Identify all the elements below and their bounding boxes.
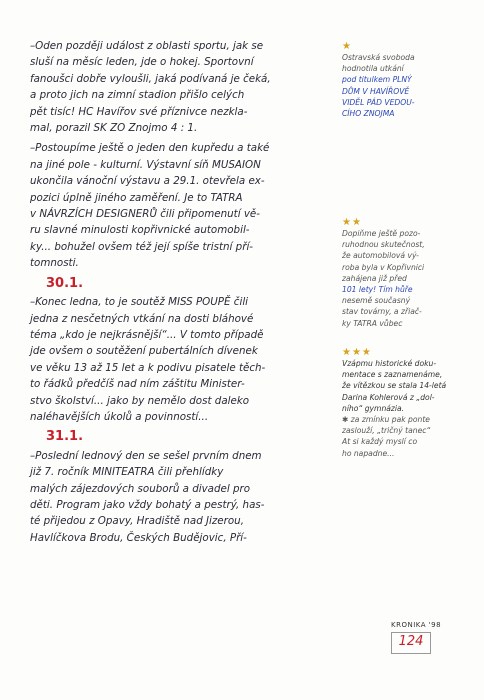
- note-line: zaslouží, „tričný tanec“: [342, 426, 431, 436]
- text-line: jde ovšem o soutěžení pubertálních dívenek: [30, 345, 258, 358]
- paragraph-musaion: [30, 140, 335, 271]
- text-line: –Oden později událost z oblasti sportu, jak se: [30, 40, 264, 52]
- note-line: zahájena již před: [342, 273, 407, 283]
- text-line: ve věku 13 až 15 let a k podivu pisatele těch-: [30, 361, 266, 374]
- note-line: ✱ za zmínku pak ponte: [342, 415, 430, 425]
- text-line: –Poslední lednový den se sešel prvním dnem: [30, 449, 262, 462]
- paragraph-miniteatr: [30, 448, 335, 546]
- note-line: ního“ gymnázia.: [342, 403, 405, 413]
- note-line: ky TATRA vůbec: [342, 318, 403, 328]
- note-line: že vítězkou se stala 14-letá: [342, 381, 447, 391]
- paragraph-hockey: [30, 38, 335, 136]
- note-line: Dopiňme ještě pozo-: [342, 229, 421, 238]
- text-line: sluší na měsíc leden, jde o hokej. Sportovní: [30, 56, 254, 69]
- paragraph-miss-poupe: [30, 294, 335, 425]
- star-icon: ★★: [342, 217, 362, 228]
- note-line: DŮM V HAVÍŘOVĚ: [342, 86, 410, 96]
- text-line: –Konec ledna, to je soutěž MISS POUPĚ čili: [30, 296, 249, 309]
- text-line: již 7. ročník MINITEATRA čili přehlídky: [30, 466, 224, 479]
- note-line: 101 lety! Tím hůře: [342, 285, 413, 295]
- text-line: děti. Program jako vždy bohatý a pestrý, has-: [30, 498, 265, 511]
- text-line: té přijedou z Opavy, Hradiště nad Jizerou,: [30, 515, 244, 528]
- note-line: stav továrny, a zřiač-: [342, 307, 422, 317]
- text-line: a proto jich na zimní stadion přišlo celých: [30, 89, 245, 102]
- note-line: Ostravská svoboda: [342, 53, 415, 62]
- text-line: téma „kdo je nejkrásnější“... V tomto případě: [30, 328, 264, 341]
- text-line: to řádků předčíš nad ním záštitu Minister-: [30, 378, 245, 391]
- note-line: Vzápmu historické doku-: [342, 359, 437, 368]
- date-heading: 31.1.: [46, 429, 84, 445]
- main-text-column: [30, 38, 335, 550]
- note-line: CÍHO ZNOJMA: [342, 109, 395, 119]
- text-line: jedna z nesčetných vtkání na dosti bláhové: [30, 312, 254, 325]
- note-line: hodnotila utkání: [342, 64, 404, 74]
- text-line: naléhavějších úkolů a povinností...: [30, 410, 209, 423]
- note-line: že automobilová vý-: [342, 251, 419, 261]
- note-line: roba byla v Kopřivnici: [342, 262, 425, 272]
- text-line: stvo školství... jako by nemělo dost daleko: [30, 394, 250, 407]
- note-line: mentace s zaznamenáme,: [342, 370, 443, 380]
- note-line: At si každý myslí co: [342, 437, 418, 447]
- note-line: VIDĚL PÁD VEDOU-: [342, 97, 415, 107]
- side-note-hockey: [342, 42, 474, 119]
- text-line: pozici úplně jiného zaměření. Je to TATRA: [30, 191, 243, 204]
- star-icon: ★: [342, 41, 352, 52]
- text-line: ru slavné minulosti kopřivnické automobil-: [30, 224, 250, 237]
- text-line: na jiné pole - kulturní. Výstavní síň MUSAION: [30, 158, 261, 171]
- chronicle-label: KRONIKA '98: [391, 621, 442, 629]
- text-line: Havlíčkova Brodu, Českých Budějovic, Pří-: [30, 531, 247, 544]
- side-note-miss: [342, 348, 474, 459]
- note-line: ruhodnou skutečnost,: [342, 240, 425, 250]
- text-line: ukončila vánoční výstavu a 29.1. otevřela ex-: [30, 175, 265, 188]
- star-icon: ★★★: [342, 347, 372, 358]
- text-line: fanoušci dobře vyloušli, jaká podívaná je čeká,: [30, 72, 271, 85]
- note-line: Darina Kohlerová z „dol-: [342, 392, 435, 402]
- note-line: nesemě současný: [342, 296, 411, 306]
- side-note-tatra: [342, 218, 474, 329]
- note-line: pod titulkem PLNÝ: [342, 75, 412, 85]
- text-line: tomnosti.: [30, 257, 79, 270]
- text-line: ky... bohužel ovšem též její spíše tristní pří-: [30, 240, 254, 253]
- text-line: mal, porazil SK ZO Znojmo 4 : 1.: [30, 122, 198, 135]
- text-line: pět tisíc! HC Havířov své příznivce nezkla-: [30, 105, 248, 118]
- text-line: v NÁVRZÍCH DESIGNERŮ čili připomenutí vě-: [30, 208, 260, 221]
- text-line: malých zájezdových souborů a divadel pro: [30, 482, 251, 495]
- date-heading: 30.1.: [46, 275, 84, 291]
- note-line: ho napadne...: [342, 448, 395, 458]
- page-number: 124: [398, 634, 424, 649]
- text-line: –Postoupíme ještě o jeden den kupředu a také: [30, 142, 270, 155]
- page-number-box: [391, 632, 431, 654]
